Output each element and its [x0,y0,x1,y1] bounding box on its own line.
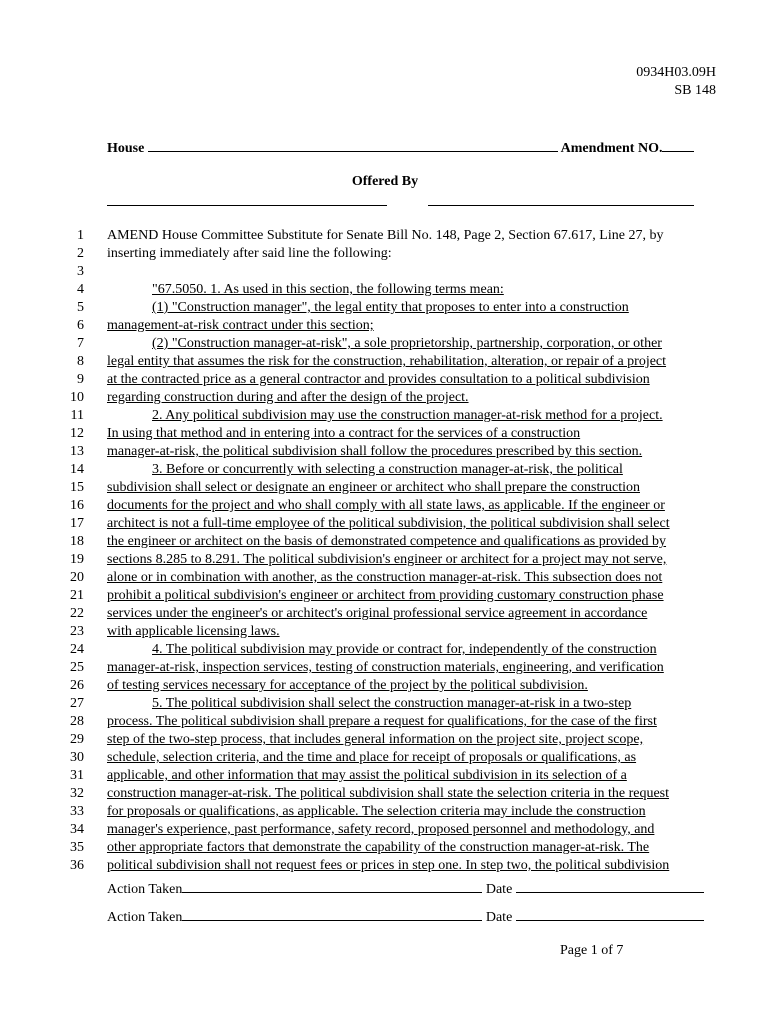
line-text: 2. Any political subdivision may use the construction manager-at-risk method for a project. [152,408,663,423]
text-line [0,767,770,785]
line-text: 5. The political subdivision shall select the construction manager-at-risk in a two-step [152,696,632,711]
action-taken-label: Action Taken [107,910,183,925]
line-number: 36 [70,858,84,873]
text-line [0,407,770,425]
line-text: architect is not a full-time employee of the political subdivision, the political subdivision shall select [107,516,670,531]
numbered-text-lines [0,227,770,875]
line-text: AMEND House Committee Substitute for Senate Bill No. 148, Page 2, Section 67.617, Line 27, by [107,228,664,243]
line-text: political subdivision shall not request fees or prices in step one. In step two, the political subdivision [107,858,670,873]
line-number: 10 [70,390,84,405]
line-text: for proposals or qualifications, as applicable. The selection criteria may include the construction [107,804,646,819]
text-line [0,335,770,353]
line-number: 6 [77,318,84,333]
line-text: legal entity that assumes the risk for the construction, rehabilitation, alteration, or repair of a project [107,354,667,369]
action-taken-blank [182,906,482,921]
line-number: 12 [70,426,84,441]
line-text: manager-at-risk, inspection services, testing of construction materials, engineering, and verification [107,660,664,675]
line-text: 4. The political subdivision may provide or contract for, independently of the construction [152,642,657,657]
line-text: management-at-risk contract under this section; [107,318,374,333]
text-line [0,389,770,407]
text-line [0,839,770,857]
text-line [0,641,770,659]
line-text: "67.5050. 1. As used in this section, the following terms mean: [152,282,504,297]
line-number: 19 [70,552,84,567]
line-number: 17 [70,516,84,531]
line-text: of testing services necessary for acceptance of the project by the political subdivision. [107,678,588,693]
text-line [0,659,770,677]
date-label: Date [485,910,513,925]
text-line [0,785,770,803]
action-taken-blank [182,878,482,893]
document-id: 0934H03.09H [636,65,716,80]
offered-by-heading: Offered By [351,174,419,189]
line-number: 33 [70,804,84,819]
line-text: other appropriate factors that demonstrate the capability of the construction manager-at-risk. The [107,840,650,855]
line-number: 3 [77,264,84,279]
line-text: with applicable licensing laws. [107,624,280,639]
line-number: 1 [77,228,84,243]
text-line [0,227,770,245]
house-label: House [107,141,145,156]
text-line [0,713,770,731]
text-line [0,695,770,713]
action-taken-row-2 [107,906,704,926]
line-number: 24 [70,642,84,657]
line-number: 18 [70,534,84,549]
line-number: 27 [70,696,84,711]
action-taken-row-1 [107,878,704,898]
line-number: 20 [70,570,84,585]
line-text: alone or in combination with another, as the construction manager-at-risk. This subsection does not [107,570,663,585]
line-number: 2 [77,246,84,261]
line-number: 32 [70,786,84,801]
text-line [0,605,770,623]
page-number: Page 1 of 7 [560,943,624,958]
line-text: the engineer or architect on the basis of demonstrated competence and qualifications as provided by [107,534,667,549]
line-text: 3. Before or concurrently with selecting a construction manager-at-risk, the political [152,462,623,477]
date-label: Date [485,882,513,897]
line-number: 26 [70,678,84,693]
amendment-number-blank [662,137,694,152]
line-text: manager-at-risk, the political subdivision shall follow the procedures prescribed by this section. [107,444,643,459]
line-number: 25 [70,660,84,675]
text-line [0,677,770,695]
line-text: (2) "Construction manager-at-risk", a sole proprietorship, partnership, corporation, or other [152,336,662,351]
house-amendment-line [107,137,711,157]
line-number: 9 [77,372,84,387]
line-number: 31 [70,768,84,783]
text-line [0,587,770,605]
line-text: services under the engineer's or architect's original professional service agreement in accordance [107,606,648,621]
line-number: 34 [70,822,84,837]
line-text: subdivision shall select or designate an engineer or architect who shall prepare the construction [107,480,640,495]
offered-by-signature-line-right [428,205,694,206]
date-blank [516,878,704,893]
line-number: 28 [70,714,84,729]
line-number: 30 [70,750,84,765]
text-line [0,551,770,569]
line-text: prohibit a political subdivision's engineer or architect from providing customary construction phase [107,588,664,603]
text-line [0,353,770,371]
line-number: 8 [77,354,84,369]
line-number: 4 [77,282,84,297]
line-number: 22 [70,606,84,621]
line-text: sections 8.285 to 8.291. The political subdivision's engineer or architect for a project may not serve, [107,552,667,567]
house-blank [148,137,558,152]
line-number: 7 [77,336,84,351]
text-line [0,479,770,497]
text-line [0,857,770,875]
text-line [0,461,770,479]
text-line [0,821,770,839]
text-line [0,623,770,641]
line-text: process. The political subdivision shall prepare a request for qualifications, for the case of the first [107,714,657,729]
line-text: manager's experience, past performance, safety record, proposed personnel and methodology, and [107,822,655,837]
line-number: 23 [70,624,84,639]
line-text: construction manager-at-risk. The political subdivision shall state the selection criteria in the request [107,786,670,801]
line-number: 14 [70,462,84,477]
line-text: (1) "Construction manager", the legal entity that proposes to enter into a construction [152,300,629,315]
text-line [0,569,770,587]
action-taken-label: Action Taken [107,882,183,897]
date-blank [516,906,704,921]
line-number: 16 [70,498,84,513]
amendment-label: Amendment NO. [560,141,663,156]
line-text: applicable, and other information that may assist the political subdivision in its selection of a [107,768,627,783]
line-text: In using that method and in entering into a contract for the services of a construction [107,426,581,441]
line-number: 11 [70,408,84,423]
line-text: inserting immediately after said line the following: [107,246,392,261]
text-line [0,245,770,263]
text-line [0,263,770,281]
line-text: at the contracted price as a general contractor and provides consultation to a political subdivision [107,372,650,387]
line-text: step of the two-step process, that includes general information on the project site, project scope, [107,732,644,747]
text-line [0,317,770,335]
line-text: documents for the project and who shall comply with all state laws, as applicable. If the engineer or [107,498,665,513]
text-line [0,533,770,551]
line-number: 35 [70,840,84,855]
line-number: 15 [70,480,84,495]
line-number: 13 [70,444,84,459]
line-number: 21 [70,588,84,603]
text-line [0,425,770,443]
offered-by-signature-line-left [107,205,387,206]
text-line [0,731,770,749]
line-number: 29 [70,732,84,747]
text-line [0,371,770,389]
text-line [0,803,770,821]
line-text: regarding construction during and after the design of the project. [107,390,469,405]
line-text: schedule, selection criteria, and the time and place for receipt of proposals or qualifications, as [107,750,637,765]
text-line [0,443,770,461]
bill-number: SB 148 [674,83,716,98]
text-line [0,281,770,299]
line-number: 5 [77,300,84,315]
text-line [0,749,770,767]
text-line [0,515,770,533]
text-line [0,299,770,317]
text-line [0,497,770,515]
